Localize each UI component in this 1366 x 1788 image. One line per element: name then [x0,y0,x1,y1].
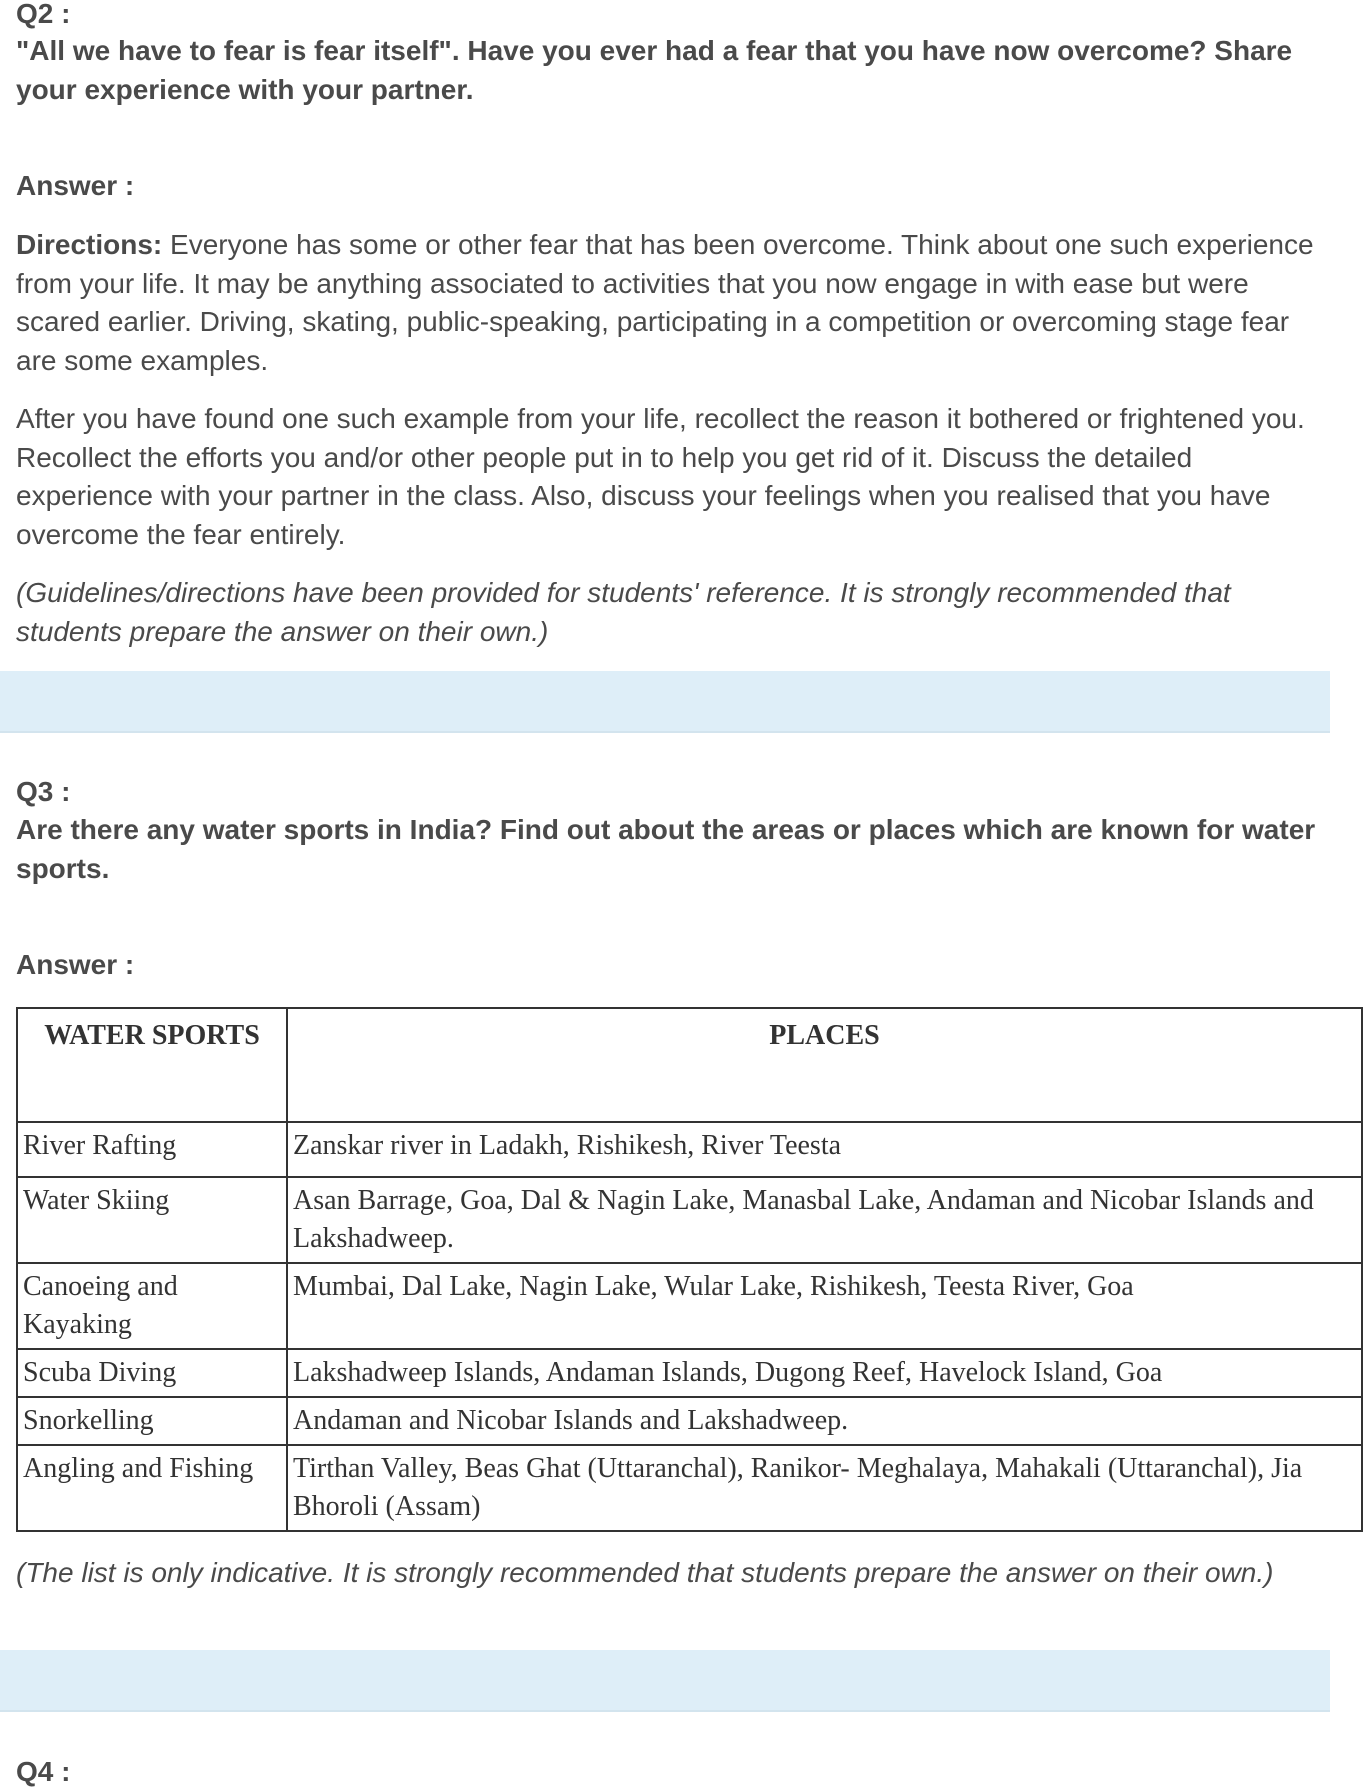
places-cell: Lakshadweep Islands, Andaman Islands, Dugong Reef, Havelock Island, Goa [287,1349,1362,1397]
places-cell: Andaman and Nicobar Islands and Lakshadweep. [287,1397,1362,1445]
q2-paragraph: After you have found one such example from your life, recollect the reason it bothered or frightened you. Recollect the efforts you and/or other people put in to help you get rid of it. Discuss the detailed experience with your partner in the class. Also, discuss your feelings when you realised that you have overcome the fear entirely. [16,403,1305,550]
sport-cell: Canoeing and Kayaking [17,1263,287,1349]
water-sports-table [16,1007,1363,1532]
sport-cell: Water Skiing [17,1177,287,1263]
places-cell: Mumbai, Dal Lake, Nagin Lake, Wular Lake, Rishikesh, Teesta River, Goa [287,1263,1362,1349]
q2-label: Q2 : [16,0,71,29]
header-water-sports: WATER SPORTS [17,1008,287,1122]
sport-cell: Angling and Fishing [17,1445,287,1531]
q2-answer-label: Answer : [16,170,135,201]
table-row [17,1349,1362,1397]
q3-note: (The list is only indicative. It is strongly recommended that students prepare the answer on their own.) [16,1557,1274,1588]
table-row [17,1263,1362,1349]
table-row [17,1397,1362,1445]
directions-label: Directions: [16,229,163,260]
q2-note: (Guidelines/directions have been provided for students' reference. It is strongly recommended that students prepare the answer on their own.) [16,577,1231,647]
q3-question: Are there any water sports in India? Find out about the areas or places which are known for water sports. [16,814,1316,884]
table-row [17,1122,1362,1177]
sport-cell: River Rafting [17,1122,287,1177]
places-cell: Tirthan Valley, Beas Ghat (Uttaranchal), Ranikor- Meghalaya, Mahakali (Uttaranchal), Jia Bhoroli (Assam) [287,1445,1362,1531]
places-cell: Asan Barrage, Goa, Dal & Nagin Lake, Manasbal Lake, Andaman and Nicobar Islands and Lakshadweep. [287,1177,1362,1263]
table-header-row [17,1008,1362,1122]
sport-cell: Scuba Diving [17,1349,287,1397]
q3-label: Q3 : [16,776,71,807]
q3-answer-label: Answer : [16,949,135,980]
table-row [17,1177,1362,1263]
q2-question: "All we have to fear is fear itself". Have you ever had a fear that you have now overcome? Share your experience with your partner. [16,35,1293,105]
q2-directions [16,226,1336,380]
separator-band [0,1650,1330,1712]
sport-cell: Snorkelling [17,1397,287,1445]
places-cell: Zanskar river in Ladakh, Rishikesh, River Teesta [287,1122,1362,1177]
table-row [17,1445,1362,1531]
header-places: PLACES [287,1008,1362,1122]
q4-label: Q4 : [16,1756,71,1787]
separator-band [0,671,1330,733]
directions-text: Everyone has some or other fear that has been overcome. Think about one such experience from your life. It may be anything associated to activities that you now engage in with ease but were scared earlier. Driving, skating, public-speaking, participating in a competition or overcoming stage fear are some examples. [16,229,1314,376]
